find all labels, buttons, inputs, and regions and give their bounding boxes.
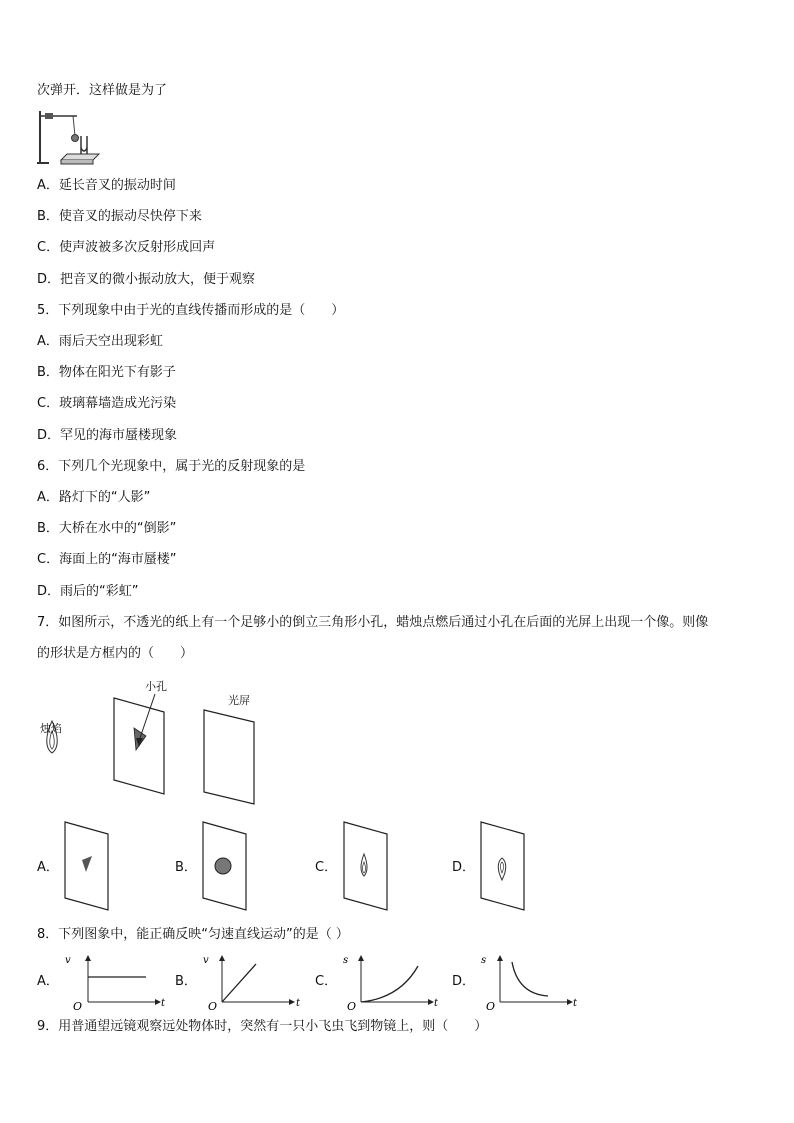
q6-option-c: C．海面上的“海市蜃楼” bbox=[37, 552, 177, 567]
q9-stem: 9．用普通望远镜观察远处物体时，突然有一只小飞虫飞到物镜上，则（ ） bbox=[37, 1019, 488, 1034]
graph-c-x-axis: t bbox=[434, 998, 439, 1009]
graph-c-origin: O bbox=[347, 1000, 357, 1012]
q7-option-d-label: D． bbox=[452, 860, 476, 875]
q4-option-a: A．延长音叉的振动时间 bbox=[37, 178, 176, 193]
graph-d-origin: O bbox=[486, 1000, 496, 1012]
option-a-screen bbox=[65, 822, 108, 910]
q4-option-b: B．使音叉的振动尽快停下来 bbox=[37, 209, 202, 224]
q4-option-d: D．把音叉的微小振动放大，便于观察 bbox=[37, 272, 256, 287]
q6-option-a: A．路灯下的“人影” bbox=[37, 490, 151, 505]
graph-a-x-axis: t bbox=[161, 998, 166, 1009]
q7-options bbox=[0, 818, 794, 914]
graph-a-origin: O bbox=[73, 1000, 83, 1012]
q8-option-c-label: C． bbox=[315, 974, 338, 989]
q5-stem: 5．下列现象中由于光的直线传播而形成的是（ ） bbox=[37, 303, 345, 318]
q6-option-b: B．大桥在水中的“倒影” bbox=[37, 521, 177, 536]
graph-d-y-axis: s bbox=[481, 955, 487, 966]
screen-label: 光屏 bbox=[228, 694, 250, 707]
q7-option-b-label: B． bbox=[175, 860, 197, 875]
q7-figure bbox=[0, 676, 794, 806]
q8-options bbox=[0, 950, 794, 1012]
option-b-screen bbox=[203, 822, 246, 910]
hole-label: 小孔 bbox=[145, 680, 167, 693]
q7-option-a-label: A． bbox=[37, 860, 59, 875]
graph-d-x-axis: t bbox=[573, 998, 578, 1009]
graph-d bbox=[481, 955, 578, 1012]
option-d-screen bbox=[481, 822, 524, 910]
question-continuation: 次弹开．这样做是为了 bbox=[37, 83, 168, 98]
graph-a-y-axis: v bbox=[65, 955, 71, 966]
graph-b-x-axis: t bbox=[296, 998, 301, 1009]
graph-c bbox=[343, 955, 439, 1012]
q6-stem: 6．下列几个光现象中，属于光的反射现象的是 bbox=[37, 459, 306, 474]
graph-b-y-axis: v bbox=[203, 955, 209, 966]
q7-stem-line1: 7．如图所示，不透光的纸上有一个足够小的倒立三角形小孔，蜡烛点燃后通过小孔在后面的光屏上出现一个像。则像 bbox=[37, 615, 709, 630]
graph-a bbox=[65, 955, 166, 1012]
q4-option-c: C．使声波被多次反射形成回声 bbox=[37, 240, 216, 255]
q6-option-d: D．雨后的“彩虹” bbox=[37, 584, 139, 599]
q7-stem-line2: 的形状是方框内的（ ） bbox=[37, 646, 194, 661]
tuning-fork-figure bbox=[35, 108, 105, 168]
graph-c-y-axis: s bbox=[343, 955, 349, 966]
q8-option-b-label: B． bbox=[175, 974, 197, 989]
q5-option-d: D．罕见的海市蜃楼现象 bbox=[37, 428, 178, 443]
q7-option-c-label: C． bbox=[315, 860, 338, 875]
option-c-screen bbox=[344, 822, 387, 910]
q8-stem: 8．下列图象中，能正确反映“匀速直线运动”的是（ ） bbox=[37, 927, 349, 942]
q8-option-a-label: A． bbox=[37, 974, 59, 989]
light-screen bbox=[204, 710, 254, 804]
q5-option-b: B．物体在阳光下有影子 bbox=[37, 365, 176, 380]
graph-b bbox=[203, 955, 301, 1012]
graph-b-origin: O bbox=[208, 1000, 218, 1012]
q5-option-c: C．玻璃幕墙造成光污染 bbox=[37, 396, 177, 411]
candle-label: 烛焰 bbox=[40, 722, 62, 735]
q5-option-a: A．雨后天空出现彩虹 bbox=[37, 334, 163, 349]
q8-option-d-label: D． bbox=[452, 974, 476, 989]
